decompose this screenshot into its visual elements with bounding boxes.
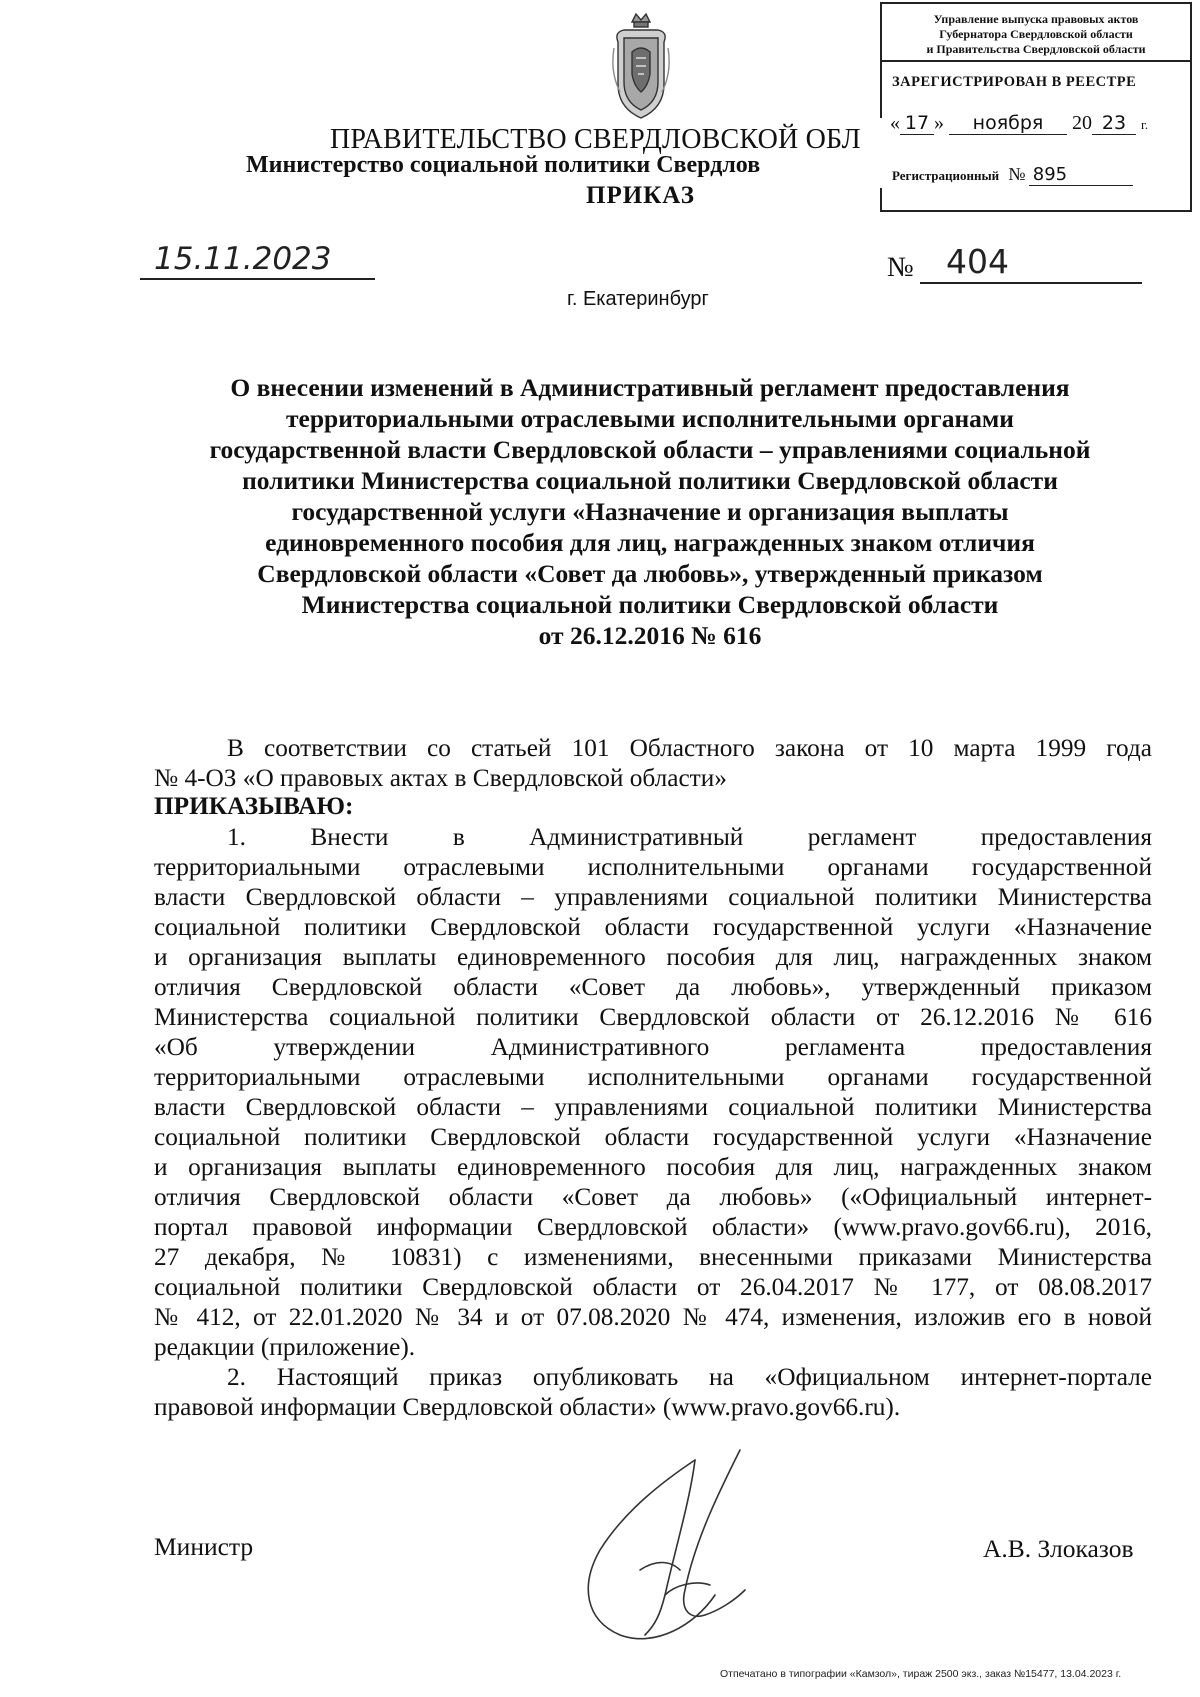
document-number-label: № [887, 252, 914, 283]
document-number: 404 [920, 242, 1142, 284]
stamp-header-line: Управление выпуска правовых актов [933, 12, 1139, 26]
registration-stamp [880, 2, 1192, 212]
stamp-no-sign: № [1008, 164, 1026, 184]
title-line: территориальными отраслевыми исполнительными органами [285, 404, 1014, 433]
document-type: ПРИКАЗ [586, 182, 695, 209]
document-title [150, 372, 1150, 651]
item1-line: социальной политики Свердловской области государственной услуги «Назначение [154, 1123, 1152, 1151]
stamp-month: ноября [949, 112, 1067, 135]
item1-line: № 412, от 22.01.2020 № 34 и от 07.08.2020 № 474, изменения, изложив его в новой [154, 1303, 1152, 1331]
stamp-reg-label: Регистрационный [892, 168, 1000, 183]
stamp-day: 17 [900, 112, 934, 135]
item1-line: и организация выплаты единовременного пособия для лиц, награжденных знаком [154, 1153, 1152, 1181]
item1-line: и организация выплаты единовременного пособия для лиц, награжденных знаком [154, 943, 1152, 971]
signer-name: А.В. Злоказов [983, 1534, 1134, 1563]
stamp-header [882, 4, 1190, 62]
title-line: государственной услуги «Назначение и организация выплаты [291, 497, 1009, 526]
item1-line: редакции (приложение). [154, 1333, 416, 1361]
stamp-registered: ЗАРЕГИСТРИРОВАН В РЕЕСТРЕ [892, 74, 1137, 90]
document-date: 15.11.2023 [140, 240, 375, 280]
print-footer: Отпечатано в типографии «Камзол», тираж 2500 экз., заказ №15477, 13.04.2023 г. [720, 1668, 1122, 1680]
stamp-edge [878, 118, 882, 188]
item1-line: портал правовой информации Свердловской области» (www.pravo.gov66.ru), 2016, [154, 1213, 1152, 1241]
stamp-date [890, 112, 1148, 135]
stamp-reg-number [892, 164, 1133, 186]
title-line: государственной власти Свердловской области – управлениями социальной [209, 435, 1091, 464]
stamp-quote-close: » [934, 112, 944, 134]
item1-line: социальной политики Свердловской области от 26.04.2017 № 177, от 08.08.2017 [154, 1273, 1152, 1301]
government-name: ПРАВИТЕЛЬСТВО СВЕРДЛОВСКОЙ ОБЛ [330, 124, 861, 155]
stamp-year-unit: г. [1141, 117, 1149, 132]
title-line: Министерства социальной политики Свердловской области [301, 590, 999, 619]
title-line: О внесении изменений в Административный регламент предоставления [230, 373, 1070, 402]
item1-line: 1. Внести в Административный регламент предоставления [227, 823, 1152, 851]
ministry-name: Министерство социальной политики Свердлов [246, 152, 761, 178]
intro-line: № 4-ОЗ «О правовых актах в Свердловской области» [154, 764, 727, 792]
title-line: Свердловской области «Совет да любовь», утвержденный приказом [257, 559, 1043, 588]
item1-line: территориальными отраслевыми исполнительными органами государственной [154, 1063, 1152, 1091]
stamp-reg-value: 895 [1029, 164, 1133, 186]
handwritten-signature [545, 1420, 805, 1670]
item1-line: Министерства социальной политики Свердловской области от 26.12.2016 № 616 [154, 1003, 1152, 1031]
stamp-header-line: Губернатора Свердловской области [939, 27, 1133, 41]
item1-line: власти Свердловской области – управлениями социальной политики Министерства [154, 883, 1152, 911]
item1-line: 27 декабря, № 10831) с изменениями, внесенными приказами Министерства [154, 1243, 1152, 1271]
document-city: г. Екатеринбург [567, 288, 709, 310]
title-line: от 26.12.2016 № 616 [538, 621, 762, 650]
item1-line: отличия Свердловской области «Совет да любовь» («Официальный интернет- [154, 1183, 1152, 1211]
item1-line: территориальными отраслевыми исполнительными органами государственной [154, 853, 1152, 881]
item2-line: правовой информации Свердловской области» (www.pravo.gov66.ru). [154, 1393, 901, 1421]
coat-of-arms-emblem [610, 12, 672, 124]
item1-line: «Об утверждении Административного регламента предоставления [154, 1033, 1152, 1061]
stamp-year-suffix: 23 [1092, 112, 1136, 135]
stamp-year-prefix: 20 [1072, 112, 1092, 134]
title-line: единовременного пособия для лиц, награжденных знаком отличия [265, 528, 1035, 557]
item1-line: власти Свердловской области – управлениями социальной политики Министерства [154, 1093, 1152, 1121]
item1-line: социальной политики Свердловской области государственной услуги «Назначение [154, 913, 1152, 941]
stamp-header-line: и Правительства Свердловской области [926, 42, 1146, 56]
signer-position: Министр [154, 1532, 254, 1561]
item1-line: отличия Свердловской области «Совет да любовь», утвержденный приказом [154, 973, 1152, 1001]
stamp-quote-open: « [890, 112, 900, 134]
item2-line: 2. Настоящий приказ опубликовать на «Официальном интернет-портале [227, 1363, 1152, 1391]
intro-line: В соответствии со статьей 101 Областного закона от 10 марта 1999 года [227, 734, 1152, 762]
decree-word: ПРИКАЗЫВАЮ: [154, 792, 354, 820]
title-line: политики Министерства социальной политики Свердловской области [242, 466, 1058, 495]
